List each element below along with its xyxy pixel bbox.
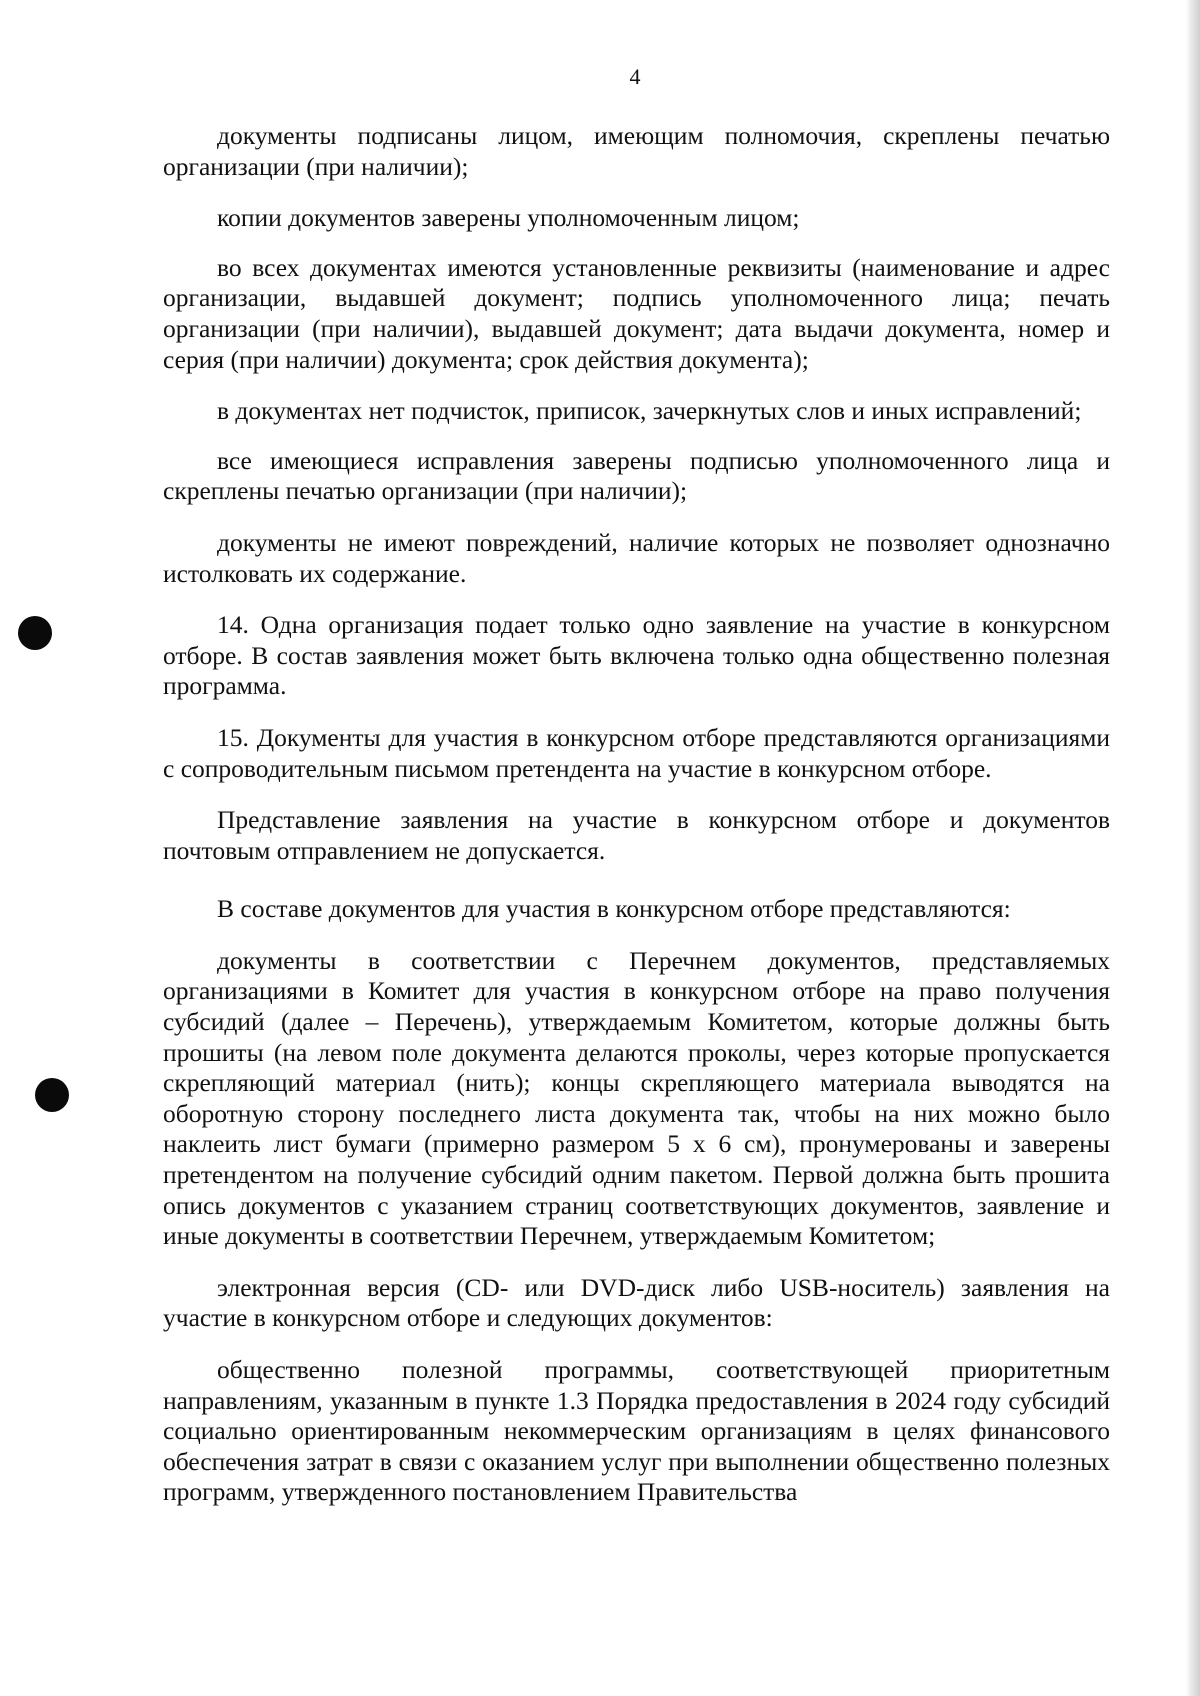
paragraph-no-erasures: в документах нет подчисток, приписок, зачеркнутых слов и иных исправлений; <box>217 396 1082 426</box>
paragraph-documents-list: документы в соответствии с Перечнем документов, представляемых организациями в Комитет для участия в конкурсном отборе на право получения субсидий (далее – Перечень), утверждаемым Комитетом, которые должны быть прошиты (на левом поле документа делаются проколы, через которые пропускается скрепляющий материал (нить); концы скрепляющего материала выводятся на оборотную сторону последнего листа документа так, чтобы на них можно было наклеить лист бумаги (примерно размером 5 x 6 см), пронумерованы и заверены претендентом на получение субсидий одним пакетом. Первой должна быть прошита опись документов с указанием страниц соответствующих документов, заявление и иные документы в соответствии Перечнем, утверждаемым Комитетом; <box>163 945 1110 1251</box>
paragraph-item-15: 15. Документы для участия в конкурсном отборе представляются организациями с сопроводительным письмом претендента на участие в конкурсном отборе. <box>163 722 1110 783</box>
paragraph-documents-composition: В составе документов для участия в конкурсном отборе представляются: <box>217 894 1011 924</box>
punch-hole <box>35 1078 69 1112</box>
paragraph-electronic-version: электронная версия (CD- или DVD-диск либо USB-носитель) заявления на участие в конкурсном отборе и следующих документов: <box>163 1272 1110 1333</box>
page-number: 4 <box>629 64 641 89</box>
paragraph-certified-copies: копии документов заверены уполномоченным лицом; <box>217 203 800 233</box>
paragraph-item-14: 14. Одна организация подает только одно заявление на участие в конкурсном отборе. В состав заявления может быть включена только одна общественно полезная программа. <box>163 610 1110 701</box>
paragraph-required-details: во всех документах имеются установленные реквизиты (наименование и адрес организации, выдавшей документ; подпись уполномоченного лица; печать организации (при наличии), выдавшей документ; дата выдачи документа, номер и серия (при наличии) документа; срок действия документа); <box>163 252 1110 374</box>
paragraph-no-damage: документы не имеют повреждений, наличие которых не позволяет однозначно истолковать их содержание. <box>163 527 1110 588</box>
paragraph-no-postal: Представление заявления на участие в конкурсном отборе и документов почтовым отправлением не допускается. <box>163 805 1110 865</box>
paragraph-corrections-certified: все имеющиеся исправления заверены подписью уполномоченного лица и скреплены печатью организации (при наличии); <box>163 445 1110 506</box>
punch-hole <box>18 616 52 650</box>
document-body <box>163 121 1110 1529</box>
paragraph-useful-program: общественно полезной программы, соответствующей приоритетным направлениям, указанным в пункте 1.3 Порядка предоставления в 2024 году субсидий социально ориентированным некоммерческим организациям в целях финансового обеспечения затрат в связи с оказанием услуг при выполнении общественно полезных программ, утвержденного постановлением Правительства <box>163 1355 1110 1507</box>
scan-page-edge <box>1186 0 1200 1696</box>
paragraph-signed-documents: документы подписаны лицом, имеющим полномочия, скреплены печатью организации (при наличии); <box>163 121 1110 181</box>
